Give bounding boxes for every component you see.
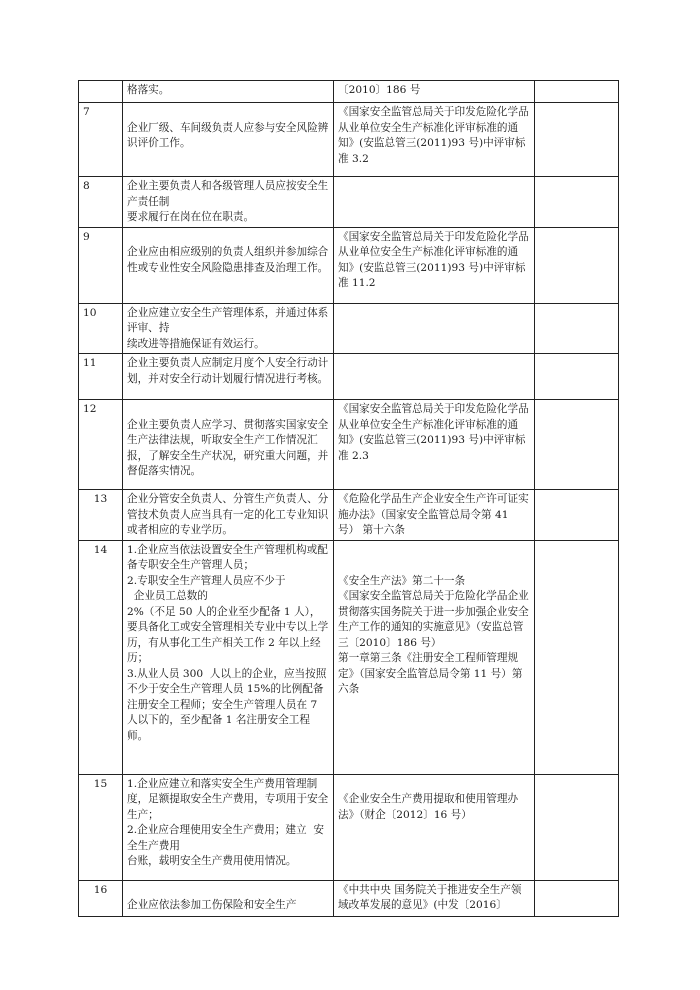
requirement-cell: 企业应由相应级别的负责人组织并参加综合性或专业性安全风险隐患排查及治理工作。: [123, 227, 334, 303]
requirement-cell: 1.企业应建立和落实安全生产费用管理制度，足额提取安全生产费用，专项用于安全生产； 2.企业应合理使用安全生产费用；建立 安全生产费用 台账，载明安全生产费用使用情况。: [123, 774, 334, 880]
result-cell: [535, 227, 619, 303]
result-cell: [535, 774, 619, 880]
row-number: 12: [79, 400, 123, 490]
basis-cell: 《中共中央 国务院关于推进安全生产领域改革发展的意见》(中发〔2016〕: [334, 880, 535, 916]
result-cell: [535, 880, 619, 916]
row-number: 14: [79, 540, 123, 774]
basis-cell: 《国家安全监管总局关于印发危险化学品从业单位安全生产标准化评审标准的通知》(安监总管三(2011)93 号)中评审标准 3.2: [334, 103, 535, 177]
basis-cell: [334, 177, 535, 228]
row-number: [79, 81, 123, 103]
row-number: 9: [79, 227, 123, 303]
row-number: 13: [79, 490, 123, 541]
table-row: [79, 490, 619, 541]
requirement-cell: 企业厂级、车间级负责人应参与安全风险辨识评价工作。: [123, 103, 334, 177]
basis-cell: 《国家安全监管总局关于印发危险化学品从业单位安全生产标准化评审标准的通知》(安监总管三(2011)93 号)中评审标准 2.3: [334, 400, 535, 490]
table-row: [79, 880, 619, 916]
basis-cell: 《危险化学品生产企业安全生产许可证实施办法》（国家安全监管总局令第 41 号） 第十六条: [334, 490, 535, 541]
requirement-cell: 格落实。: [123, 81, 334, 103]
row-number: 11: [79, 354, 123, 400]
basis-cell: [334, 354, 535, 400]
table-row: [79, 774, 619, 880]
result-cell: [535, 490, 619, 541]
table-row: [79, 81, 619, 103]
table-row: [79, 103, 619, 177]
basis-cell: 《安全生产法》第二十一条 《国家安全监管总局关于危险化学品企业贯彻落实国务院关于进一步加强企业安全生产工作的通知的实施意见》（安监总管三〔2010〕186 号） 第一章第三条《注册安全工程师管理规定》（国家安全监管总局令第 11 号）第六条: [334, 540, 535, 774]
basis-cell: 〔2010〕186 号: [334, 81, 535, 103]
table-row: [79, 354, 619, 400]
table-row: [79, 303, 619, 354]
table-row: [79, 227, 619, 303]
result-cell: [535, 354, 619, 400]
requirement-cell: 1.企业应当依法设置安全生产管理机构或配备专职安全生产管理人员； 2.专职安全生产管理人员应不少于 企业员工总数的 2%（不足 50 人的企业至少配备 1 人），要具备化工或安全管理相关专业中专以上学历，有从事化工生产相关工作 2 年以上经历； 3.从业人员 300 人以上的企业，应当按照不少于安全生产管理人员 15%的比例配备注册安全工程师；安全生产管理人员在 7 人以下的，至少配备 1 名注册安全工程师。: [123, 540, 334, 774]
requirement-cell: 企业应建立安全生产管理体系，并通过体系评审、持 续改进等措施保证有效运行。: [123, 303, 334, 354]
result-cell: [535, 303, 619, 354]
result-cell: [535, 81, 619, 103]
requirement-cell: 企业主要负责人和各级管理人员应按安全生产责任制 要求履行在岗在位在职责。: [123, 177, 334, 228]
result-cell: [535, 540, 619, 774]
row-number: 15: [79, 774, 123, 880]
basis-cell: 《国家安全监管总局关于印发危险化学品从业单位安全生产标准化评审标准的通知》(安监总管三(2011)93 号)中评审标准 11.2: [334, 227, 535, 303]
table-row: [79, 400, 619, 490]
row-number: 10: [79, 303, 123, 354]
requirement-cell: 企业应依法参加工伤保险和安全生产: [123, 880, 334, 916]
table-row: [79, 540, 619, 774]
result-cell: [535, 103, 619, 177]
safety-checklist-table: [78, 80, 619, 917]
row-number: 8: [79, 177, 123, 228]
basis-cell: [334, 303, 535, 354]
table-row: [79, 177, 619, 228]
row-number: 16: [79, 880, 123, 916]
row-number: 7: [79, 103, 123, 177]
requirement-cell: 企业分管安全负责人、分管生产负责人、分管技术负责人应当具有一定的化工专业知识或者相应的专业学历。: [123, 490, 334, 541]
requirement-cell: 企业主要负责人应学习、贯彻落实国家安全生产法律法规，听取安全生产工作情况汇报，了解安全生产状况，研究重大问题，并督促落实情况。: [123, 400, 334, 490]
requirement-cell: 企业主要负责人应制定月度个人安全行动计划，并对安全行动计划履行情况进行考核。: [123, 354, 334, 400]
result-cell: [535, 177, 619, 228]
basis-cell: 《企业安全生产费用提取和使用管理办法》（财企〔2012〕16 号）: [334, 774, 535, 880]
result-cell: [535, 400, 619, 490]
